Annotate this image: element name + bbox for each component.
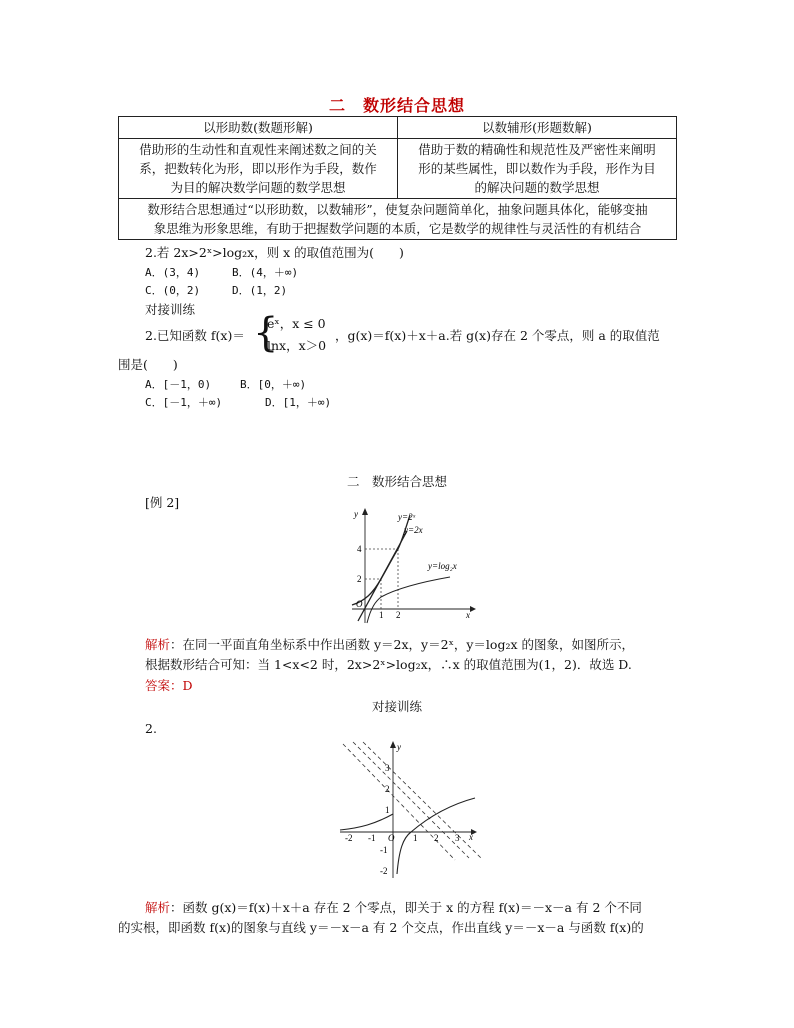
answer-line xyxy=(145,677,193,694)
piecewise-case-2: lnx，x＞0 xyxy=(267,338,327,353)
axis-label-y: y xyxy=(354,509,358,519)
y-axis-arrow xyxy=(362,508,368,515)
table-cell-line: 借助形的生动性和直观性来阐述数之间的关 xyxy=(139,142,377,157)
question-2b-option-d: D．[1，＋∞) xyxy=(265,396,332,409)
solution2-text: ：函数 g(x)＝f(x)＋x＋a 存在 2 个零点，即关于 x 的方程 f(x)＝－x－a 有 2 个不同 xyxy=(170,900,642,915)
question-2-option-c: C．(0，2) xyxy=(145,284,201,297)
label-y-2x: y=2x xyxy=(404,525,423,535)
question-2-option-a: A．(3，4) xyxy=(145,266,201,279)
answer-label: 答案 xyxy=(145,678,171,693)
question-2b-stem-end: ，g(x)＝f(x)＋x＋a.若 g(x)存在 2 个零点，则 a 的取值范 xyxy=(335,328,660,343)
piecewise-case-1: eˣ，x ≤ 0 xyxy=(267,316,326,331)
tick-y2: 2 xyxy=(385,784,390,794)
solution-label: 解析 xyxy=(145,637,171,652)
practice-graph xyxy=(335,740,485,880)
solution2-label: 解析 xyxy=(145,900,171,915)
tick-y4: 4 xyxy=(357,544,362,554)
tick-y-neg1: -1 xyxy=(380,845,388,855)
table-cell-line: 借助于数的精确性和规范性及严密性来阐明 xyxy=(418,142,656,157)
table-cell-line: 形的某些属性，即以数作为手段，形作为目 xyxy=(418,161,656,176)
dashed-line-3 xyxy=(363,742,481,858)
table-cell-line: 的解决问题的数学思想 xyxy=(474,180,600,195)
practice-section-title: 对接训练 xyxy=(371,699,422,714)
tick-x3: 3 xyxy=(455,833,460,843)
example-graph xyxy=(340,505,480,625)
table-header-left: 以形助数(数题形解) xyxy=(119,117,398,139)
tick-x1: 1 xyxy=(413,833,418,843)
question-2b-option-b: B．[0，＋∞) xyxy=(240,378,307,391)
table-cell-line: 系，把数转化为形，即以形作为手段，数作 xyxy=(139,161,377,176)
axis-label-x: x xyxy=(466,610,470,620)
solution2-line-2: 的实根，即函数 f(x)的图象与直线 y＝－x－a 有 2 个交点，作出直线 y＝－x－a 与函数 f(x)的 xyxy=(118,920,644,935)
tick-y2: 2 xyxy=(357,574,362,584)
solution-line-1 xyxy=(145,636,634,653)
method-table xyxy=(118,116,677,240)
label-y-2x-exp: y=2ˣ xyxy=(398,512,416,522)
answer-section-title: 二 数形结合思想 xyxy=(346,474,447,489)
curve-exp xyxy=(340,814,393,830)
question-2-option-b: B．(4，＋∞) xyxy=(232,266,299,279)
axis-label-y: y xyxy=(397,742,401,752)
table-header-right: 以数辅形(形题数解) xyxy=(398,117,677,139)
table-summary-line: 象思维为形象思维，有助于把握数学问题的本质，它是数学的规律性与灵活性的有机结合 xyxy=(153,221,642,236)
question-2-stem: 2.若 2x>2ˣ>log₂x，则 x 的取值范围为( ) xyxy=(145,245,404,260)
tick-y-neg2: -2 xyxy=(380,866,388,876)
question-2b-option-c: C．[－1，＋∞) xyxy=(145,396,223,409)
solution-line-2: 根据数形结合可知：当 1<x<2 时，2x>2ˣ>log₂x，∴x 的取值范围为(1，2)．故选 D. xyxy=(145,657,632,672)
example-label: [例 2] xyxy=(145,495,180,510)
solution-text: ：在同一平面直角坐标系中作出函数 y＝2x，y＝2ˣ，y＝log₂x 的图象，如图所示， xyxy=(170,637,634,652)
question-2b-option-a: A．[－1，0) xyxy=(145,378,212,391)
axis-label-x: x xyxy=(469,832,473,842)
practice-label: 对接训练 xyxy=(145,302,196,317)
tick-x1: 1 xyxy=(379,610,384,620)
question-2-option-d: D．(1，2) xyxy=(232,284,288,297)
tick-y3: 3 xyxy=(385,763,390,773)
answer-value: ：D xyxy=(170,678,193,693)
section-title: 二 数形结合思想 xyxy=(328,96,465,115)
tick-x2: 2 xyxy=(434,833,439,843)
piecewise-brace: { xyxy=(253,310,279,356)
y-axis-arrow xyxy=(390,741,396,748)
tick-x-neg1: -1 xyxy=(368,833,376,843)
table-summary-line: 数形结合思想通过“以形助数，以数辅形”，使复杂问题简单化，抽象问题具体化，能够变抽 xyxy=(147,202,648,217)
table-summary xyxy=(119,199,677,240)
table-cell-line: 为目的解决数学问题的数学思想 xyxy=(170,180,346,195)
question-2b-stem-start: 2.已知函数 f(x)＝ xyxy=(145,328,245,343)
tick-y1: 1 xyxy=(385,805,390,815)
origin-label: O xyxy=(388,833,395,843)
origin-label: O xyxy=(356,599,363,609)
label-log: y=log₂x xyxy=(428,561,457,571)
x-axis-arrow xyxy=(470,606,476,612)
table-cell-left xyxy=(119,139,398,199)
practice-number: 2. xyxy=(145,721,157,736)
tick-x-neg2: -2 xyxy=(345,833,353,843)
table-cell-right xyxy=(398,139,677,199)
tick-x2: 2 xyxy=(396,610,401,620)
question-2b-stem-wrap: 围是( ) xyxy=(118,357,178,372)
solution2-line-1 xyxy=(145,899,642,916)
